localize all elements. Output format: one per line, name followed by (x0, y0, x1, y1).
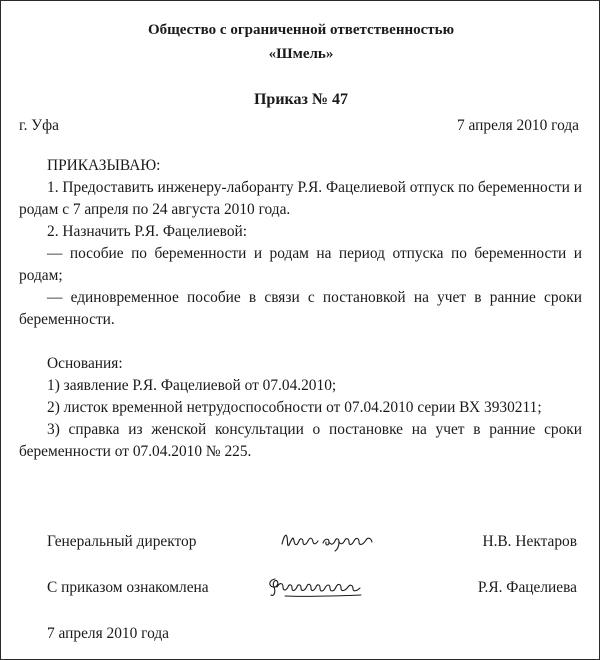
order-title: Приказ № 47 (253, 91, 349, 108)
order-date: 7 апреля 2010 года (456, 117, 579, 134)
order-body (19, 155, 582, 463)
basis-item-1: 1) заявление Р.Я. Фацелиевой от 07.04.2010; (47, 377, 337, 394)
basis-item-2: 2) листок временной нетрудоспособности от 07.04.2010 серии ВХ 3930211; (47, 399, 542, 416)
footer-date: 7 апреля 2010 года (47, 625, 170, 642)
spacer (19, 331, 582, 353)
order-city: г. Уфа (19, 117, 59, 134)
organization-name-line1: Общество с ограниченной ответственностью (147, 22, 455, 38)
order-item-2: 2. Назначить Р.Я. Фацелиевой: (47, 223, 248, 240)
basis-heading: Основания: (47, 355, 123, 372)
director-signature-row (47, 527, 577, 555)
basis-item-3: 3) справка из женской консультации о постановке на учет в ранние сроки беременности от 07.04.2010 № 225. (19, 421, 582, 460)
organization-name-line2: «Шмель» (268, 46, 334, 62)
acknowledged-signature (265, 573, 369, 603)
order-item-2-allowance: — пособие по беременности и родам на период отпуска по беременности и родам; (19, 245, 582, 284)
command-heading: ПРИКАЗЫВАЮ: (47, 157, 161, 174)
acknowledgement-signature-row (47, 573, 577, 601)
order-item-1: 1. Предоставить инженеру-лаборанту Р.Я. Фацелиевой отпуск по беременности и родам с 7 апреля по 24 августа 2010 года. (19, 179, 582, 218)
acknowledged-name: Р.Я. Фацелиева (477, 579, 577, 596)
director-role: Генеральный директор (47, 533, 197, 550)
acknowledgement-role: С приказом ознакомлена (47, 579, 209, 596)
director-name: Н.В. Нектаров (482, 533, 577, 550)
director-signature (279, 527, 379, 553)
order-item-2-lump-sum: — единовременное пособие в связи с постановкой на учет в ранние сроки беременности. (19, 289, 582, 328)
